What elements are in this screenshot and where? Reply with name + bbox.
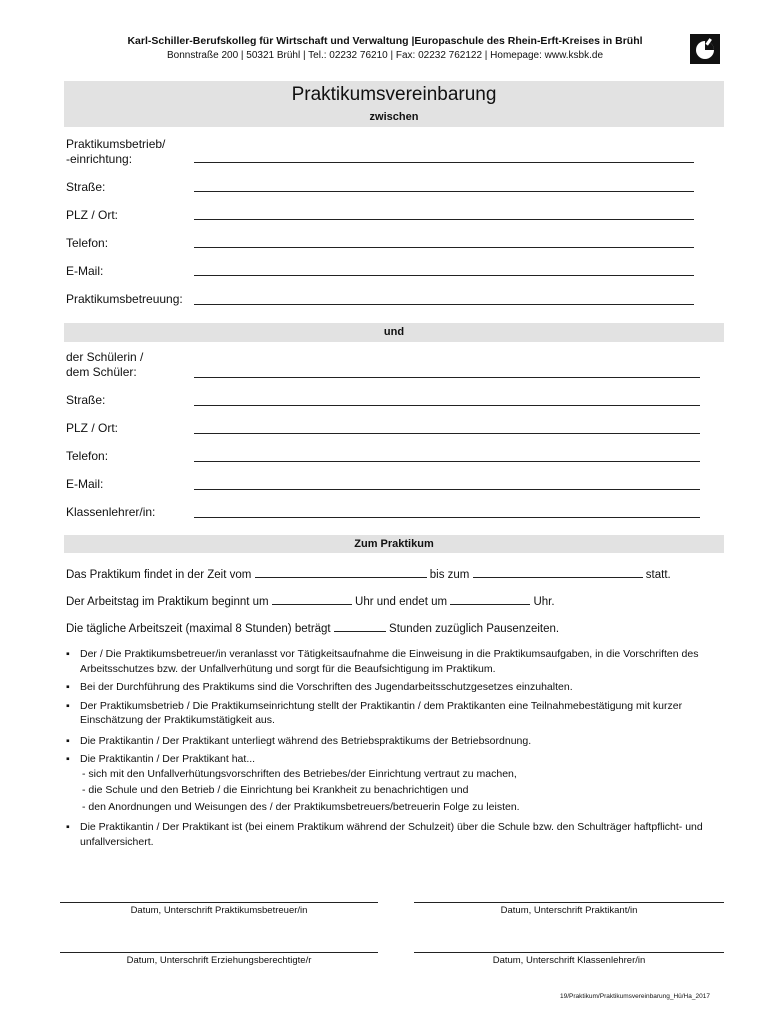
field-input-telefon-schueler[interactable] bbox=[194, 461, 700, 462]
signature-label-betreuer: Datum, Unterschrift Praktikumsbetreuer/in bbox=[130, 905, 308, 916]
signature-line-klassenlehrer[interactable] bbox=[414, 952, 724, 953]
section-heading-zum-praktikum: Zum Praktikum bbox=[64, 535, 724, 553]
field-label-plz-schueler: PLZ / Ort: bbox=[66, 421, 119, 435]
arbeitstag-text-ende: Uhr. bbox=[533, 596, 555, 608]
field-label-betreuung: Praktikumsbetreuung: bbox=[66, 292, 183, 306]
field-input-plz-betrieb[interactable] bbox=[194, 219, 694, 220]
field-label-email-betrieb: E-Mail: bbox=[66, 264, 104, 278]
sub-list-item: - den Anordnungen und Weisungen des / der Praktikumsbetreuers/betreuerin Folge zu leisten. bbox=[82, 800, 520, 813]
signature-line-erziehungsberechtigte[interactable] bbox=[60, 952, 378, 953]
bullet-icon: ▪ bbox=[66, 699, 70, 712]
arbeitstag-ende-field[interactable] bbox=[450, 594, 530, 605]
signature-line-praktikant[interactable] bbox=[414, 902, 724, 903]
field-input-email-betrieb[interactable] bbox=[194, 275, 694, 276]
list-item: ▪ Die Praktikantin / Der Praktikant hat... bbox=[66, 753, 256, 765]
field-input-email-schueler[interactable] bbox=[194, 489, 700, 490]
zeitraum-text-start: Das Praktikum findet in der Zeit vom bbox=[66, 569, 252, 581]
field-input-telefon-betrieb[interactable] bbox=[194, 247, 694, 248]
praktikum-arbeitstag bbox=[66, 594, 555, 608]
arbeitszeit-text-start: Die tägliche Arbeitszeit (maximal 8 Stunden) beträgt bbox=[66, 623, 331, 635]
signature-label-klassenlehrer: Datum, Unterschrift Klassenlehrer/in bbox=[492, 955, 646, 966]
regeln-liste bbox=[66, 647, 724, 853]
bullet-icon: ▪ bbox=[66, 681, 70, 693]
school-logo-icon bbox=[690, 34, 720, 64]
field-label-plz-betrieb: PLZ / Ort: bbox=[66, 208, 119, 222]
field-input-strasse-schueler[interactable] bbox=[194, 405, 700, 406]
arbeitstag-text-mitte: Uhr und endet um bbox=[355, 596, 448, 608]
zeitraum-text-statt: statt. bbox=[645, 569, 671, 581]
sub-list-item: - die Schule und den Betrieb / die Einrichtung bei Krankheit zu benachrichtigen und bbox=[82, 784, 469, 796]
field-label-schueler: der Schülerin / dem Schüler: bbox=[66, 350, 144, 379]
field-label-betrieb: Praktikumsbetrieb/ -einrichtung: bbox=[66, 137, 166, 166]
signature-label-praktikant: Datum, Unterschrift Praktikant/in bbox=[500, 905, 638, 916]
document-subtitle: zwischen bbox=[369, 111, 419, 123]
document-title: Praktikumsvereinbarung bbox=[291, 84, 497, 105]
zeitraum-text-bis: bis zum bbox=[429, 569, 470, 581]
list-item: ▪ Die Praktikantin / Der Praktikant unterliegt während des Betriebspraktikums der Betriebsordnung. bbox=[66, 734, 532, 747]
arbeitszeit-text-ende: Stunden zuzüglich Pausenzeiten. bbox=[389, 623, 560, 635]
sub-list-item: - sich mit den Unfallverhütungsvorschriften des Betriebes/der Einrichtung vertraut zu machen, bbox=[82, 767, 517, 780]
section-heading-und: und bbox=[64, 323, 724, 342]
zeitraum-von-field[interactable] bbox=[255, 567, 427, 578]
arbeitstag-beginn-field[interactable] bbox=[272, 594, 352, 605]
document-footer-code: 19/Praktikum/Praktikumsvereinbarung_Hü/Ha_2017 bbox=[560, 993, 710, 1000]
list-item: ▪ Die Praktikantin / Der Praktikant ist (bei einem Praktikum während der Schulzeit) über die Schule bzw. den Schulträger haftpflicht- und unfallversichert. bbox=[66, 821, 703, 848]
bullet-icon: ▪ bbox=[66, 821, 70, 833]
field-input-schueler[interactable] bbox=[194, 377, 700, 378]
field-label-telefon-schueler: Telefon: bbox=[66, 449, 109, 463]
field-input-betreuung[interactable] bbox=[194, 304, 694, 305]
zeitraum-bis-field[interactable] bbox=[473, 567, 643, 578]
bullet-icon: ▪ bbox=[66, 648, 70, 660]
praktikum-arbeitszeit bbox=[66, 621, 559, 635]
arbeitszeit-stunden-field[interactable] bbox=[334, 621, 386, 632]
field-label-strasse-schueler: Straße: bbox=[66, 393, 106, 407]
field-input-klassenlehrer[interactable] bbox=[194, 517, 700, 518]
field-input-plz-schueler[interactable] bbox=[194, 433, 700, 434]
list-item: ▪ Der Praktikumsbetrieb / Die Praktikumseinrichtung stellt der Praktikantin / dem Praktikanten eine Teilnahmebestätigung mit kurzer Einschätzung der Praktikumstätigkeit aus. bbox=[66, 699, 683, 726]
field-label-telefon-betrieb: Telefon: bbox=[66, 236, 109, 250]
list-item: ▪ Der / Die Praktikumsbetreuer/in veranlasst vor Tätigkeitsaufnahme die Einweisung in die Praktikumsaufgaben, in die Vorschriften des Arbeitsschutzes bzw. der Unfallverhütung und sorgt für die Beaufsichtigung im Praktikum. bbox=[66, 648, 699, 675]
school-header-title: Karl-Schiller-Berufskolleg für Wirtschaft und Verwaltung |Europaschule des Rhein-Erft-Kreises in Brühl bbox=[127, 35, 643, 47]
field-input-betrieb[interactable] bbox=[194, 162, 694, 163]
field-label-klassenlehrer: Klassenlehrer/in: bbox=[66, 505, 156, 519]
field-input-strasse-betrieb[interactable] bbox=[194, 191, 694, 192]
bullet-icon: ▪ bbox=[66, 734, 70, 747]
bullet-icon: ▪ bbox=[66, 753, 70, 765]
field-label-email-schueler: E-Mail: bbox=[66, 477, 104, 491]
signature-label-erziehungsberechtigte: Datum, Unterschrift Erziehungsberechtigte/r bbox=[126, 955, 312, 966]
arbeitstag-text-start: Der Arbeitstag im Praktikum beginnt um bbox=[66, 596, 269, 608]
signature-line-betreuer[interactable] bbox=[60, 902, 378, 903]
field-label-strasse-betrieb: Straße: bbox=[66, 180, 106, 194]
school-header-contact: Bonnstraße 200 | 50321 Brühl | Tel.: 02232 76210 | Fax: 02232 762122 | Homepage: www.ksbk.de bbox=[166, 50, 604, 61]
praktikum-zeitraum bbox=[66, 567, 671, 581]
list-item: ▪ Bei der Durchführung des Praktikums sind die Vorschriften des Jugendarbeitsschutzgesetzes einzuhalten. bbox=[66, 681, 573, 693]
